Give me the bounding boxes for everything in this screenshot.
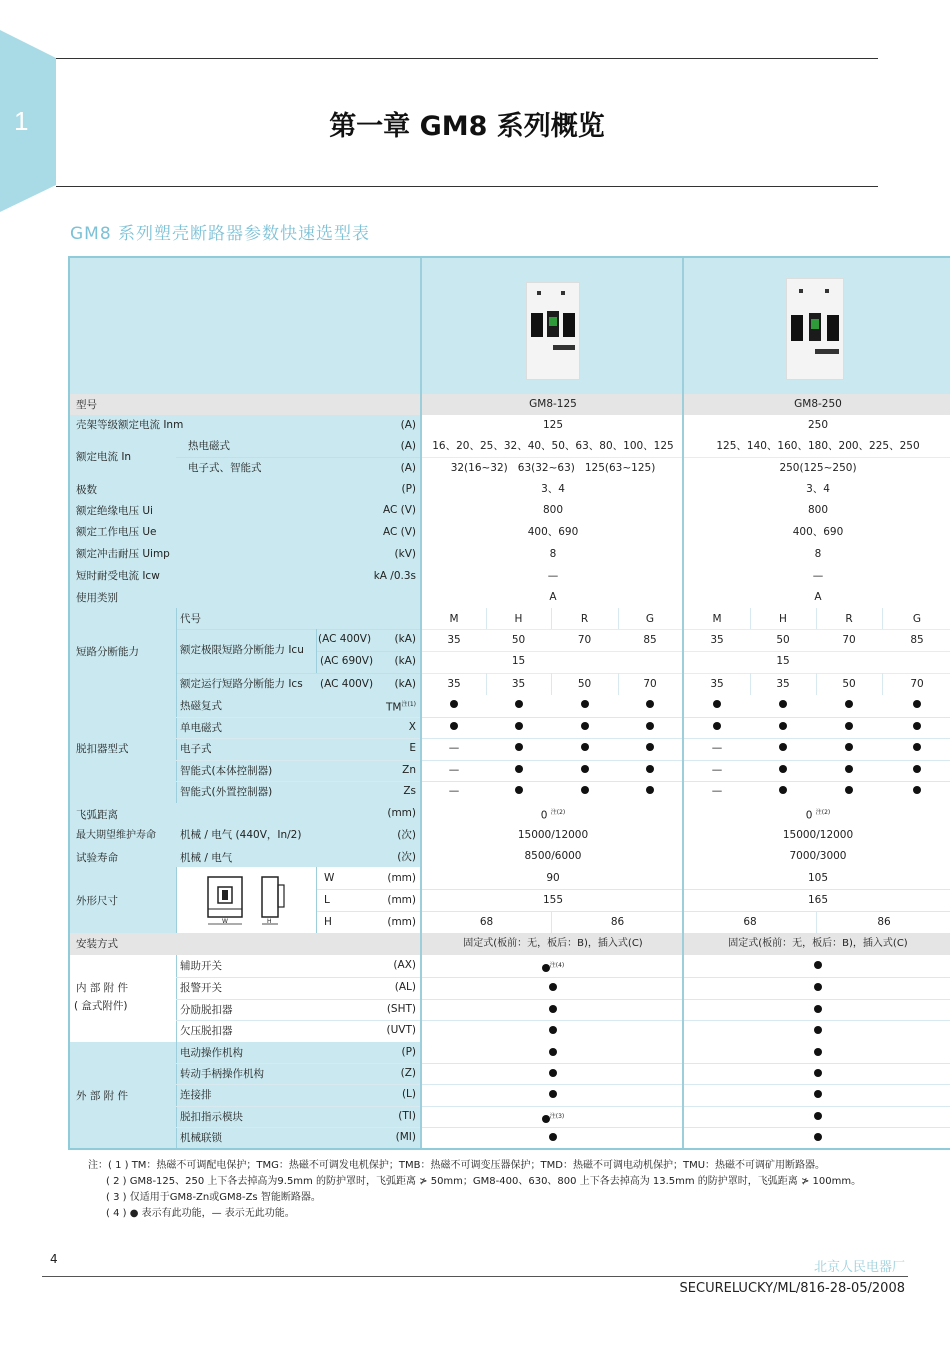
release-mark-a (486, 763, 551, 777)
release-mark-a (618, 741, 682, 755)
page-number: 4 (50, 1252, 58, 1266)
uimp-label: 额定冲击耐压 Uimp (76, 548, 170, 560)
category-row (70, 587, 950, 608)
release-mark-b: — (711, 742, 723, 754)
breaking-label: 短路分断能力 (76, 646, 139, 658)
icw-v2: — (812, 570, 824, 582)
external-item-label: 机械联锁 (180, 1132, 222, 1144)
bullet-dot (845, 765, 853, 773)
mounting-v1: 固定式(板前：无，板后：B)，插入式(C) (463, 938, 643, 949)
bullet-dot (581, 722, 589, 730)
dim-v2: 165 (807, 894, 829, 906)
uimp-unit: (kV) (394, 548, 416, 560)
code-a-3: G (645, 613, 655, 625)
internal-item-label: 辅助开关 (180, 960, 222, 972)
thermal-mag-v2: 125、140、160、180、200、225、250 (716, 440, 920, 452)
icw-label: 短时耐受电流 Icw (76, 570, 160, 582)
dim-v1b: 86 (610, 916, 625, 928)
electronic-label: 电子式、智能式 (188, 462, 262, 474)
life-mech-v2: 15000/12000 (782, 829, 854, 841)
internal-label-1: 内 部 附 件 (76, 982, 129, 994)
ue-v1: 400、690 (527, 526, 579, 538)
icu400-b-3: 85 (910, 634, 924, 646)
icu-400-cond: (AC 400V) (318, 633, 372, 645)
internal-item-code: (AX) (393, 959, 416, 971)
note-1: 注：( 1 ) TM：热磁不可调配电保护；TMG：热磁不可调发电机保护；TMB：热磁不可调变压器保护；TMD：热磁不可调电动机保护；TMU：热磁不可调矿用断路器。 (88, 1160, 826, 1171)
dim-v1: 90 (546, 872, 560, 884)
bullet-dot (515, 743, 523, 751)
release-mark-a: — (448, 742, 460, 754)
bullet-dot (581, 786, 589, 794)
selection-table (68, 256, 950, 1150)
icu400-a-2: 70 (577, 634, 592, 646)
model-row (70, 394, 950, 415)
life-mech-v1: 15000/12000 (517, 829, 589, 841)
bullet-dot (646, 700, 654, 708)
ue-label: 额定工作电压 Ue (76, 526, 157, 538)
frame-current-unit: (A) (400, 419, 416, 431)
ui-v1: 800 (542, 504, 564, 516)
bullet-dot (779, 765, 787, 773)
ics-a-0: 35 (447, 678, 461, 690)
product-image-gm8-250 (786, 278, 844, 380)
mounting-label: 安装方式 (76, 938, 118, 950)
icu400-a-3: 85 (643, 634, 657, 646)
mounting-row (70, 933, 950, 955)
bullet-dot (549, 1069, 557, 1077)
release-mark-a: — (448, 764, 460, 776)
bullet-dot (549, 1090, 557, 1098)
frame-current-v2: 250 (807, 419, 829, 431)
release-mark-b (750, 741, 816, 755)
bullet-dot (450, 722, 458, 730)
release-item-code (350, 720, 416, 734)
ics-b-0: 35 (710, 678, 724, 690)
icu-690-cond: (AC 690V) (320, 655, 374, 667)
dim-key: H (324, 916, 332, 928)
release-mark-b (684, 720, 750, 734)
bullet-dot (515, 765, 523, 773)
dim-key: W (324, 872, 335, 884)
release-mark-b (750, 698, 816, 712)
dim-v2: 105 (807, 872, 829, 884)
bullet-dot (779, 786, 787, 794)
life-mech-sub: 机械 / 电气 (440V，In/2) (180, 829, 302, 841)
bullet-dot (913, 700, 921, 708)
icu-690-unit: (kA) (394, 655, 416, 667)
external-item-label: 转动手柄操作机构 (180, 1068, 264, 1080)
release-item-label: 电子式 (180, 743, 212, 755)
bullet-dot (845, 786, 853, 794)
external-accessories-block (70, 1042, 950, 1148)
code-a-1: H (514, 613, 523, 625)
breaking-capacity-block (70, 608, 950, 695)
frame-current-v1: 125 (542, 419, 564, 431)
icu400-b-0: 35 (710, 634, 724, 646)
notes (88, 1158, 861, 1222)
ui-v2: 800 (807, 504, 829, 516)
bullet-dot (814, 983, 822, 991)
release-mark-b (816, 741, 882, 755)
bullet-dot (542, 964, 550, 972)
release-item-code (350, 763, 416, 777)
bullet-dot (549, 1048, 557, 1056)
internal-item-label: 报警开关 (180, 982, 222, 994)
note-3: ( 3 ) 仅适用于GM8-Zn或GM8-Zs 智能断路器。 (106, 1192, 321, 1203)
external-dot-a (422, 1067, 684, 1081)
external-dot-b (684, 1046, 950, 1060)
breaking-code-label: 代号 (180, 613, 201, 625)
ics-label: 额定运行短路分断能力 Ics (180, 678, 303, 690)
release-code-text: Zs (403, 785, 416, 797)
note-4: ( 4 ) ● 表示有此功能，— 表示无此功能。 (106, 1208, 295, 1219)
release-mark-a (551, 763, 618, 777)
bullet-dot (814, 961, 822, 969)
bullet-dot (581, 765, 589, 773)
internal-dot-a (422, 981, 684, 995)
bullet-dot (515, 786, 523, 794)
icu690-b: 15 (776, 655, 790, 667)
footer-rule (42, 1276, 908, 1277)
internal-dot-a (422, 959, 684, 976)
category-v1: A (549, 591, 557, 603)
release-mark-a: — (448, 785, 460, 797)
bullet-dot (549, 1133, 557, 1141)
life-mech-row (70, 824, 950, 846)
external-item-code: (TI) (398, 1110, 416, 1122)
release-mark-b (882, 741, 950, 755)
icw-unit: kA /0.3s (373, 570, 416, 582)
internal-item-label: 分励脱扣器 (180, 1004, 233, 1016)
dims-label: 外形尺寸 (76, 895, 118, 907)
release-mark-a (551, 720, 618, 734)
release-mark-b (684, 698, 750, 712)
frame-current-label: 壳架等级额定电流 Inm (76, 419, 184, 431)
release-mark-b (816, 720, 882, 734)
chapter-number: 1 (14, 106, 29, 136)
product-image-row (70, 258, 950, 394)
release-item-label: 智能式(本体控制器) (180, 765, 273, 777)
icu400-b-2: 70 (842, 634, 856, 646)
arc-v1: 0 $^{注(2)}$ (540, 809, 566, 822)
release-mark-a (486, 784, 551, 798)
release-code-text: X (408, 721, 416, 733)
dim-unit: (mm) (387, 894, 416, 906)
thermal-mag-unit: (A) (400, 440, 416, 452)
life-test-v1: 8500/6000 (524, 850, 582, 862)
internal-item-code: (UVT) (386, 1024, 416, 1036)
bullet-dot (542, 1115, 550, 1123)
release-mark-b (750, 720, 816, 734)
life-test-row (70, 846, 950, 867)
header-rule-top (56, 58, 878, 59)
code-b-2: R (845, 613, 853, 625)
code-b-0: M (712, 613, 722, 625)
internal-dot-b (684, 981, 950, 995)
code-a-2: R (580, 613, 589, 625)
icu400-a-0: 35 (447, 634, 461, 646)
icu400-a-1: 50 (511, 634, 526, 646)
bullet-dot (646, 765, 654, 773)
code-b-3: G (912, 613, 922, 625)
internal-item-code: (AL) (394, 981, 416, 993)
dim-v2b: 86 (877, 916, 891, 928)
fig-h-label: H (267, 918, 272, 925)
icu400-b-1: 50 (776, 634, 790, 646)
life-test-unit: (次) (397, 851, 416, 863)
release-mark-a (486, 698, 551, 712)
ics-b-2: 50 (842, 678, 856, 690)
bullet-dot (779, 700, 787, 708)
external-dot-a (422, 1131, 684, 1145)
bullet-dot (549, 1026, 557, 1034)
model-gm8-125: GM8-125 (529, 398, 577, 410)
bullet-dot (646, 722, 654, 730)
release-mark-b (816, 698, 882, 712)
bullet-dot (779, 722, 787, 730)
ics-cond: (AC 400V) (320, 678, 374, 690)
release-mark-a (618, 763, 682, 777)
uimp-v1: 8 (549, 548, 557, 560)
internal-label-2: ( 盒式附件) (74, 1000, 128, 1012)
icw-row (70, 565, 950, 587)
release-mark-a (486, 720, 551, 734)
internal-dot-a (422, 1003, 684, 1017)
thermal-mag-v1: 16、20、25、32、40、50、63、80、100、125 (432, 440, 674, 452)
bullet-dot (581, 700, 589, 708)
mounting-v2: 固定式(板前：无，板后：B)，插入式(C) (728, 938, 908, 949)
note-2: ( 2 ) GM8-125、250 上下各去掉高为9.5mm 的防护罩时，飞弧距离 ≯ 50mm；GM8-400、630、800 上下各去掉高为 13.5mm 的防护罩时，飞弧距离 ≯ 100mm。 (106, 1176, 862, 1187)
model-label: 型号 (76, 399, 97, 411)
external-item-label: 连接排 (180, 1089, 212, 1101)
external-dot-a (422, 1046, 684, 1060)
release-mark-b (816, 763, 882, 777)
external-item-code: (MI) (395, 1131, 416, 1143)
dims-block (70, 867, 950, 933)
icu-label: 额定极限短路分断能力 Icu (180, 644, 304, 656)
ui-unit: AC (V) (382, 504, 416, 516)
bullet-dot (814, 1005, 822, 1013)
release-mark-b (882, 720, 950, 734)
release-mark-b (816, 784, 882, 798)
icu-400-unit: (kA) (394, 633, 416, 645)
release-item-code (350, 741, 416, 755)
release-code-text: TM (386, 701, 402, 714)
release-item-code (350, 698, 416, 715)
bullet-dot (814, 1048, 822, 1056)
rated-current-row (70, 436, 950, 479)
internal-item-label: 欠压脱扣器 (180, 1025, 233, 1037)
electronic-v2: 250(125~250) (779, 462, 857, 474)
release-mark-a (551, 784, 618, 798)
document-code: SECURELUCKY/ML/816-28-05/2008 (679, 1281, 905, 1296)
bullet-dot (913, 765, 921, 773)
bullet-dot (646, 786, 654, 794)
header-rule-bottom (56, 186, 878, 187)
internal-dot-b (684, 1024, 950, 1038)
dim-key: L (324, 894, 330, 906)
bullet-dot (814, 1090, 822, 1098)
bullet-dot (913, 722, 921, 730)
dim-v2a: 68 (743, 916, 757, 928)
external-item-label: 电动操作机构 (180, 1047, 243, 1059)
release-mark-a (551, 741, 618, 755)
dim-unit: (mm) (387, 872, 416, 884)
bullet-dot (515, 700, 523, 708)
model-gm8-250: GM8-250 (794, 398, 842, 410)
bullet-dot (549, 983, 557, 991)
ue-v2: 400、690 (792, 526, 844, 538)
arc-label: 飞弧距离 (76, 809, 118, 821)
external-label: 外 部 附 件 (76, 1090, 129, 1102)
poles-v2: 3、4 (806, 483, 830, 495)
release-mark-b (750, 784, 816, 798)
life-test-v2: 7000/3000 (789, 850, 847, 862)
internal-dot-b (684, 959, 950, 973)
bullet-dot (646, 743, 654, 751)
life-test-sub: 机械 / 电气 (180, 852, 233, 864)
ics-b-1: 35 (776, 678, 790, 690)
bullet-dot (845, 700, 853, 708)
table-subtitle: GM8 系列塑壳断路器参数快速选型表 (70, 224, 371, 244)
release-mark-a (422, 720, 486, 734)
icw-v1: — (547, 570, 559, 582)
category-v2: A (814, 591, 822, 603)
ics-a-3: 70 (643, 678, 657, 690)
dimension-drawing (202, 873, 294, 929)
external-dot-a (422, 1110, 684, 1127)
bullet-dot (814, 1112, 822, 1120)
uimp-row (70, 543, 950, 565)
thermal-mag-label: 热电磁式 (188, 440, 230, 452)
page-title: 第一章 GM8 系列概览 (329, 111, 605, 142)
poles-v1: 3、4 (541, 483, 565, 495)
ui-row (70, 500, 950, 521)
electronic-v1: 32(16~32) 63(32~63) 125(63~125) (450, 462, 656, 474)
release-mark-a (618, 720, 682, 734)
release-mark-b (882, 698, 950, 712)
poles-row (70, 479, 950, 500)
external-dot-b (684, 1110, 950, 1124)
release-block (70, 695, 950, 803)
internal-dot-a (422, 1024, 684, 1038)
bullet-dot (845, 743, 853, 751)
life-mech-label: 最大期望维护寿命 (76, 830, 156, 841)
release-item-label: 热磁复式 (180, 700, 222, 712)
category-label: 使用类别 (76, 592, 118, 604)
dim-v1a: 68 (479, 916, 494, 928)
rated-current-label: 额定电流 In (76, 451, 132, 463)
ics-unit: (kA) (394, 678, 416, 690)
internal-note: 注(4) (549, 962, 565, 969)
release-mark-b: — (711, 764, 723, 776)
release-item-code (350, 784, 416, 798)
poles-label: 极数 (76, 484, 97, 496)
release-label: 脱扣器型式 (76, 743, 129, 755)
arc-v2: 0 $^{注(2)}$ (805, 809, 831, 822)
bullet-dot (845, 722, 853, 730)
bullet-dot (814, 1133, 822, 1141)
release-item-label: 智能式(外置控制器) (180, 786, 273, 798)
internal-accessories-block (70, 955, 950, 1042)
internal-item-code: (SHT) (386, 1003, 416, 1015)
bullet-dot (913, 743, 921, 751)
release-mark-b (750, 763, 816, 777)
ue-unit: AC (V) (382, 526, 416, 538)
bullet-dot (913, 786, 921, 794)
external-item-code: (P) (401, 1046, 416, 1058)
code-a-0: M (449, 613, 459, 625)
external-item-label: 脱扣指示模块 (180, 1111, 243, 1123)
arc-unit: (mm) (387, 807, 416, 819)
bullet-dot (814, 1026, 822, 1034)
release-mark-b (882, 784, 950, 798)
release-item-label: 单电磁式 (180, 722, 222, 734)
external-note: 注(3) (549, 1113, 565, 1120)
ui-label: 额定绝缘电压 Ui (76, 505, 153, 517)
bullet-dot (581, 743, 589, 751)
release-note: 注(1) (401, 701, 416, 708)
internal-dot-b (684, 1003, 950, 1017)
ics-a-2: 50 (577, 678, 592, 690)
life-mech-unit: (次) (397, 829, 416, 841)
ics-a-1: 35 (511, 678, 526, 690)
code-b-1: H (779, 613, 787, 625)
release-mark-a (618, 698, 682, 712)
uimp-v2: 8 (814, 548, 822, 560)
bullet-dot (450, 700, 458, 708)
electronic-unit: (A) (400, 462, 416, 474)
external-dot-b (684, 1131, 950, 1145)
bullet-dot (814, 1069, 822, 1077)
release-mark-a (486, 741, 551, 755)
bullet-dot (713, 700, 721, 708)
release-mark-a (618, 784, 682, 798)
poles-unit: (P) (401, 483, 416, 495)
external-dot-a (422, 1088, 684, 1102)
dim-v1: 155 (542, 894, 564, 906)
fig-w-label: W (222, 918, 228, 925)
external-item-code: (Z) (400, 1067, 416, 1079)
release-mark-b: — (711, 785, 723, 797)
release-mark-b (882, 763, 950, 777)
ue-row (70, 521, 950, 543)
bullet-dot (515, 722, 523, 730)
release-code-text: Zn (402, 764, 416, 776)
dim-unit: (mm) (387, 916, 416, 928)
bullet-dot (779, 743, 787, 751)
brand-name: 北京人民电器厂 (813, 1260, 905, 1275)
external-dot-b (684, 1067, 950, 1081)
product-image-gm8-125 (526, 282, 580, 380)
arc-row (70, 803, 950, 824)
frame-current-row (70, 415, 950, 436)
ics-b-3: 70 (910, 678, 924, 690)
life-test-label: 试验寿命 (76, 852, 118, 864)
icu690-a: 15 (511, 655, 526, 667)
release-mark-a (551, 698, 618, 712)
release-code-text: E (409, 742, 416, 754)
bullet-dot (549, 1005, 557, 1013)
release-mark-a (422, 698, 486, 712)
bullet-dot (713, 722, 721, 730)
external-item-code: (L) (401, 1088, 416, 1100)
external-dot-b (684, 1088, 950, 1102)
